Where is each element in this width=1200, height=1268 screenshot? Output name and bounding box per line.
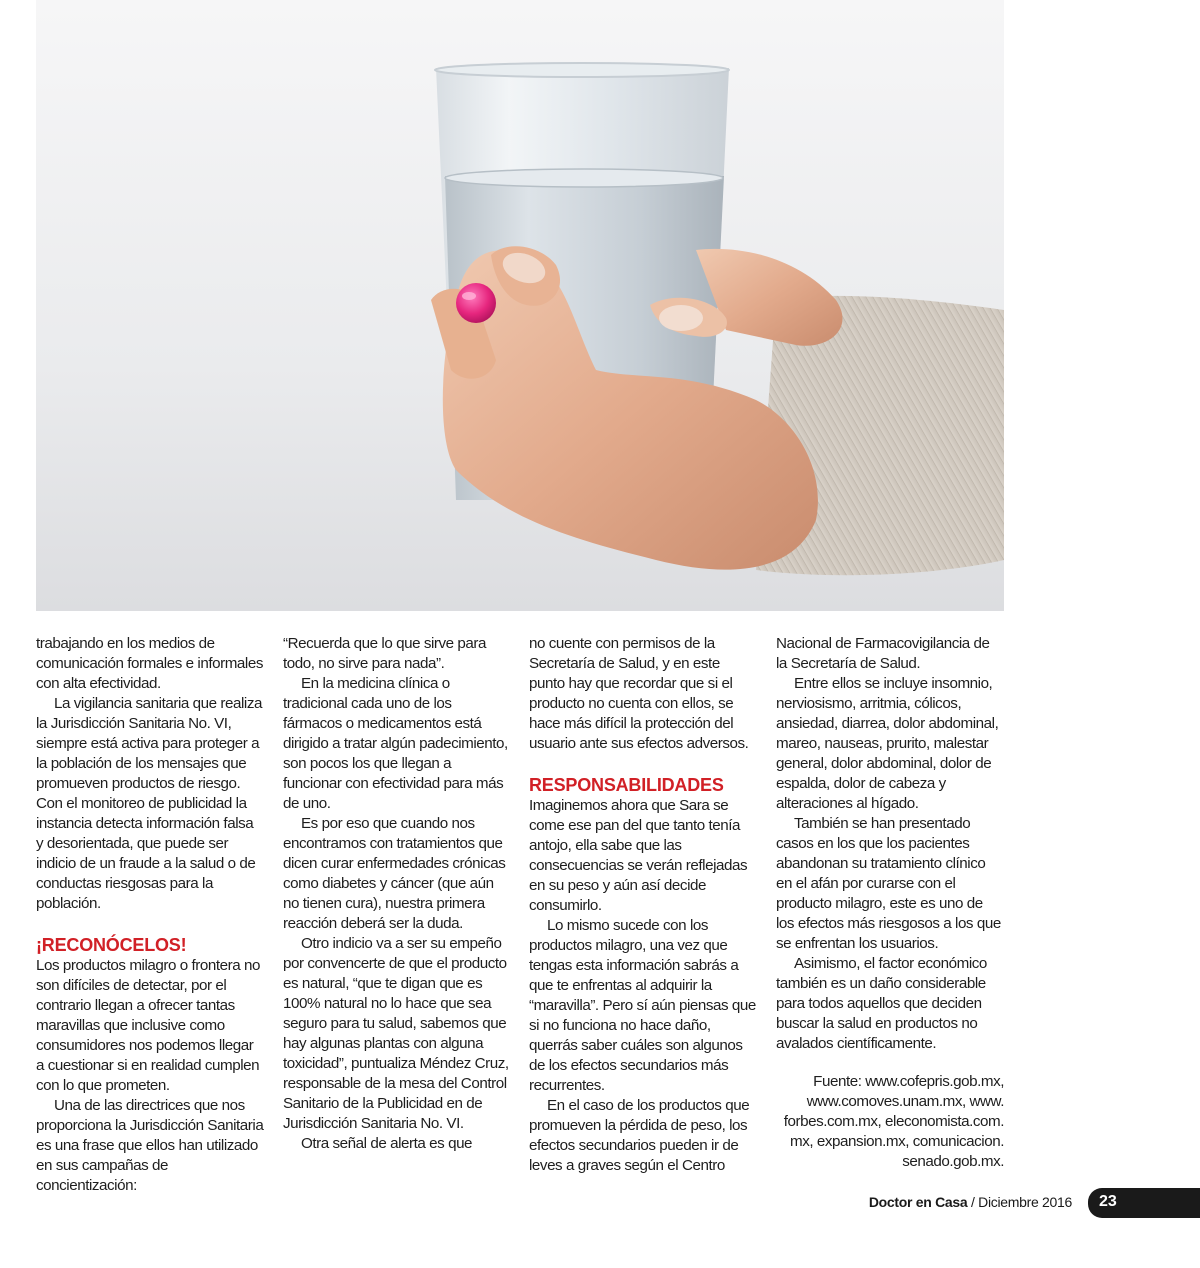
issue-date: Diciembre 2016 <box>978 1194 1072 1210</box>
paragraph: Imaginemos ahora que Sara se come ese pan del que tanto tenía antojo, ella sabe que las consecuencias se verán reflejadas en su peso y aún así decide consumirlo. <box>529 797 748 914</box>
footer-separator: / <box>967 1194 979 1210</box>
paragraph: También se han presentado casos en los que los pacientes abandonan su tratamiento clínico en el afán por curarse con el producto milagro, este es uno de los efectos más riesgosos a los que se enfrentan los usuarios. <box>776 815 1001 952</box>
sources-note: Fuente: www.cofepris.gob.mx, www.comoves.unam.mx, www. forbes.com.mx, eleconomista.com. mx, expansion.mx, comunicacion. senado.gob.mx. <box>783 1073 1004 1170</box>
page-number: 23 <box>1099 1193 1117 1210</box>
paragraph: no cuente con permisos de la Secretaría de Salud, y en este punto hay que recordar que si el producto no cuenta con ellos, se hace más difícil la protección del usuario ante sus efectos adversos. <box>529 635 749 752</box>
page-footer <box>0 1188 1200 1218</box>
section-heading-responsabilidades: RESPONSABILIDADES <box>529 775 724 795</box>
paragraph: Los productos milagro o frontera no son difíciles de detectar, por el contrario llegan a ofrecer tantas maravillas que inclusive como consumidores nos podemos llegar a cuestionar si en realidad cumplen con lo que prometen. <box>36 957 261 1094</box>
quote-paragraph: “Recuerda que lo que sirve para todo, no sirve para nada”. <box>283 635 487 672</box>
paragraph: La vigilancia sanitaria que realiza la Jurisdicción Sanitaria No. VI, siempre está activa para proteger a la población de los mensajes que promueven productos de riesgo. Con el monitoreo de publicidad la instancia detecta información falsa y desorientada, que puede ser indicio de un fraude a la salud o de conductas riesgosas para la población. <box>36 695 262 912</box>
magazine-issue-line <box>869 1194 1072 1210</box>
paragraph: En la medicina clínica o tradicional cada uno de los fármacos o medicamentos está dirigido a tratar algún padecimiento, son pocos los que llegan a funcionar con efectividad para más de uno. <box>283 675 508 812</box>
article-column-2 <box>283 634 511 1154</box>
paragraph: En el caso de los productos que promueven la pérdida de peso, los efectos secundarios pueden ir de leves a graves según el Centro <box>529 1097 750 1174</box>
hero-photo <box>36 0 1004 611</box>
paragraph: Lo mismo sucede con los productos milagro, una vez que tengas esta información sabrás a que te enfrentas al adquirir la “maravilla”. Pero sí aún piensas que si no funciona no hace daño, querrás saber cuáles son algunos de los efectos secundarios más recurrentes. <box>529 917 756 1094</box>
article-column-1 <box>36 634 264 1196</box>
paragraph: trabajando en los medios de comunicación formales e informales con alta efectividad. <box>36 635 263 692</box>
paragraph: Otra señal de alerta es que <box>301 1135 473 1152</box>
magazine-name: Doctor en Casa <box>868 1194 968 1210</box>
paragraph: Entre ellos se incluye insomnio, nerviosismo, arritmia, cólicos, ansiedad, diarrea, dolor abdominal, mareo, nauseas, prurito, malestar general, dolor abdominal, dolor de espalda, dolor de cabeza y alteraciones al hígado. <box>776 675 999 812</box>
section-heading-reconocelos: ¡RECONÓCELOS! <box>36 935 187 955</box>
paragraph: Otro indicio va a ser su empeño por convencerte de que el producto es natural, “que te digan que es 100% natural no lo hace que sea seguro para tu salud, sabemos que hay algunas plantas con alguna toxicidad”, puntualiza Méndez Cruz, responsable de la mesa del Control Sanitario de la Publicidad en de Jurisdicción Sanitaria No. VI. <box>283 935 509 1132</box>
page-number-tab <box>1088 1188 1200 1218</box>
article-column-3 <box>529 634 757 1176</box>
glass-and-pill-illustration <box>36 0 1004 611</box>
paragraph: Asimismo, el factor económico también es un daño considerable para todos aquellos que deciden buscar la salud en productos no avalados científicamente. <box>776 955 987 1052</box>
paragraph: Nacional de Farmacovigilancia de la Secretaría de Salud. <box>776 635 990 672</box>
article-column-4 <box>776 634 1004 1172</box>
paragraph: Una de las directrices que nos proporciona la Jurisdicción Sanitaria es una frase que ellos han utilizado en sus campañas de concientización: <box>36 1097 264 1194</box>
paragraph: Es por eso que cuando nos encontramos con tratamientos que dicen curar enfermedades crónicas como diabetes y cáncer (que aún no tienen cura), nuestra primera reacción deberá ser la duda. <box>283 815 506 932</box>
